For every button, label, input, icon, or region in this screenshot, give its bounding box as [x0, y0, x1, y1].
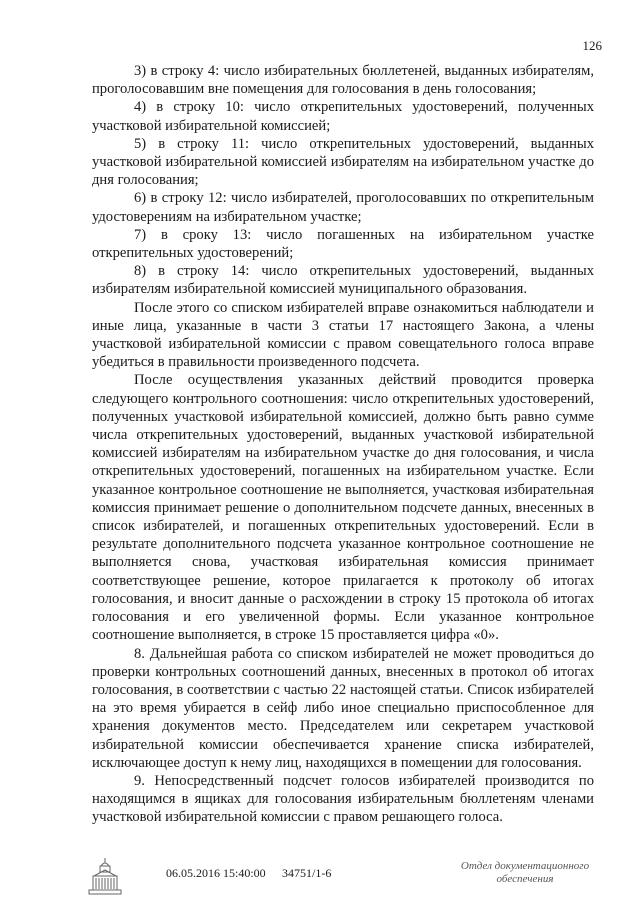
building-emblem-icon [84, 856, 126, 898]
page-footer [0, 858, 640, 898]
paragraph: 6) в строку 12: число избирателей, проголосовавших по открепительным удостоверениям на избирательном участке; [92, 190, 594, 225]
paragraph: 4) в строку 10: число открепительных удостоверений, полученных участковой избирательной комиссией; [92, 99, 594, 134]
paragraph: 9. Непосредственный подсчет голосов избирателей производится по находящимся в ящиках для голосования избирательным бюллетеням членами участковой избирательной комиссии с правом решающего голоса. [92, 772, 594, 826]
paragraph: 8. Дальнейшая работа со списком избирателей не может проводиться до проверки контрольных соотношений данных, внесенных в протокол об итогах голосования, в соответствии с частью 22 настоящей статьи. Список избирателей на это время убирается в сейф либо иное специально приспособленное для хранения документов место. Председателем или секретарем участковой избирательной комиссии обеспечивается хранение списка избирателей, исключающее доступ к нему лиц, находящихся в помещении для голосования. [92, 645, 594, 771]
document-body [92, 62, 594, 827]
paragraph: 3) в строку 4: число избирательных бюллетеней, выданных избирателям, проголосовавшим вне помещения для голосования в день голосования; [92, 63, 594, 98]
paragraph: 7) в сроку 13: число погашенных на избирательном участке открепительных удостоверений; [92, 226, 594, 262]
paragraph: 5) в строку 11: число открепительных удостоверений, выданных участковой избирательной комиссией избирателям на избирательном участке до дня голосования; [92, 135, 594, 189]
paragraph: После осуществления указанных действий проводится проверка следующего контрольного соотношения: число открепительных удостоверений, полученных участковой избирательной комиссией, должно быть равно сумме числа открепительных удостоверений, выданных участковой избирательной комиссией избирателям на избирательном участке до дня голосования, и числа открепительных удостоверений, погашенных на избирательном участке. Если указанное контрольное соотношение не выполняется, участковая избирательная комиссия принимает решение о дополнительном подсчете данных, внесенных в список избирателей, и погашенных открепительных удостоверений. Если в результате дополнительного подсчета указанное контрольное соотношение не выполняется снова, участковая избирательная комиссия принимает соответствующее решение, которое прилагается к протоколу об итогах голосования, и вносит данные о расхождении в строку 15 протокола об итогах голосования и его увеличенной формы. Если указанное контрольное соотношение выполняется, в строке 15 проставляется цифра «0». [92, 372, 594, 644]
stamp-line: обеспечения [496, 873, 554, 885]
department-stamp [450, 860, 600, 886]
footer-datetime: 06.05.2016 15:40:00 [166, 866, 266, 880]
paragraph: 8) в строку 14: число открепительных удостоверений, выданных избирателям избирательной комиссией муниципального образования. [92, 263, 594, 298]
page-number: 126 [582, 38, 602, 53]
footer-document-code: 34751/1-6 [282, 866, 332, 880]
stamp-line: Отдел документационного [460, 860, 590, 872]
paragraph: После этого со списком избирателей вправе ознакомиться наблюдатели и иные лица, указанные в части 3 статьи 17 настоящего Закона, а члены участковой избирательной комиссии с правом совещательного голоса вправе убедиться в правильности произведенного подсчета. [92, 299, 594, 371]
